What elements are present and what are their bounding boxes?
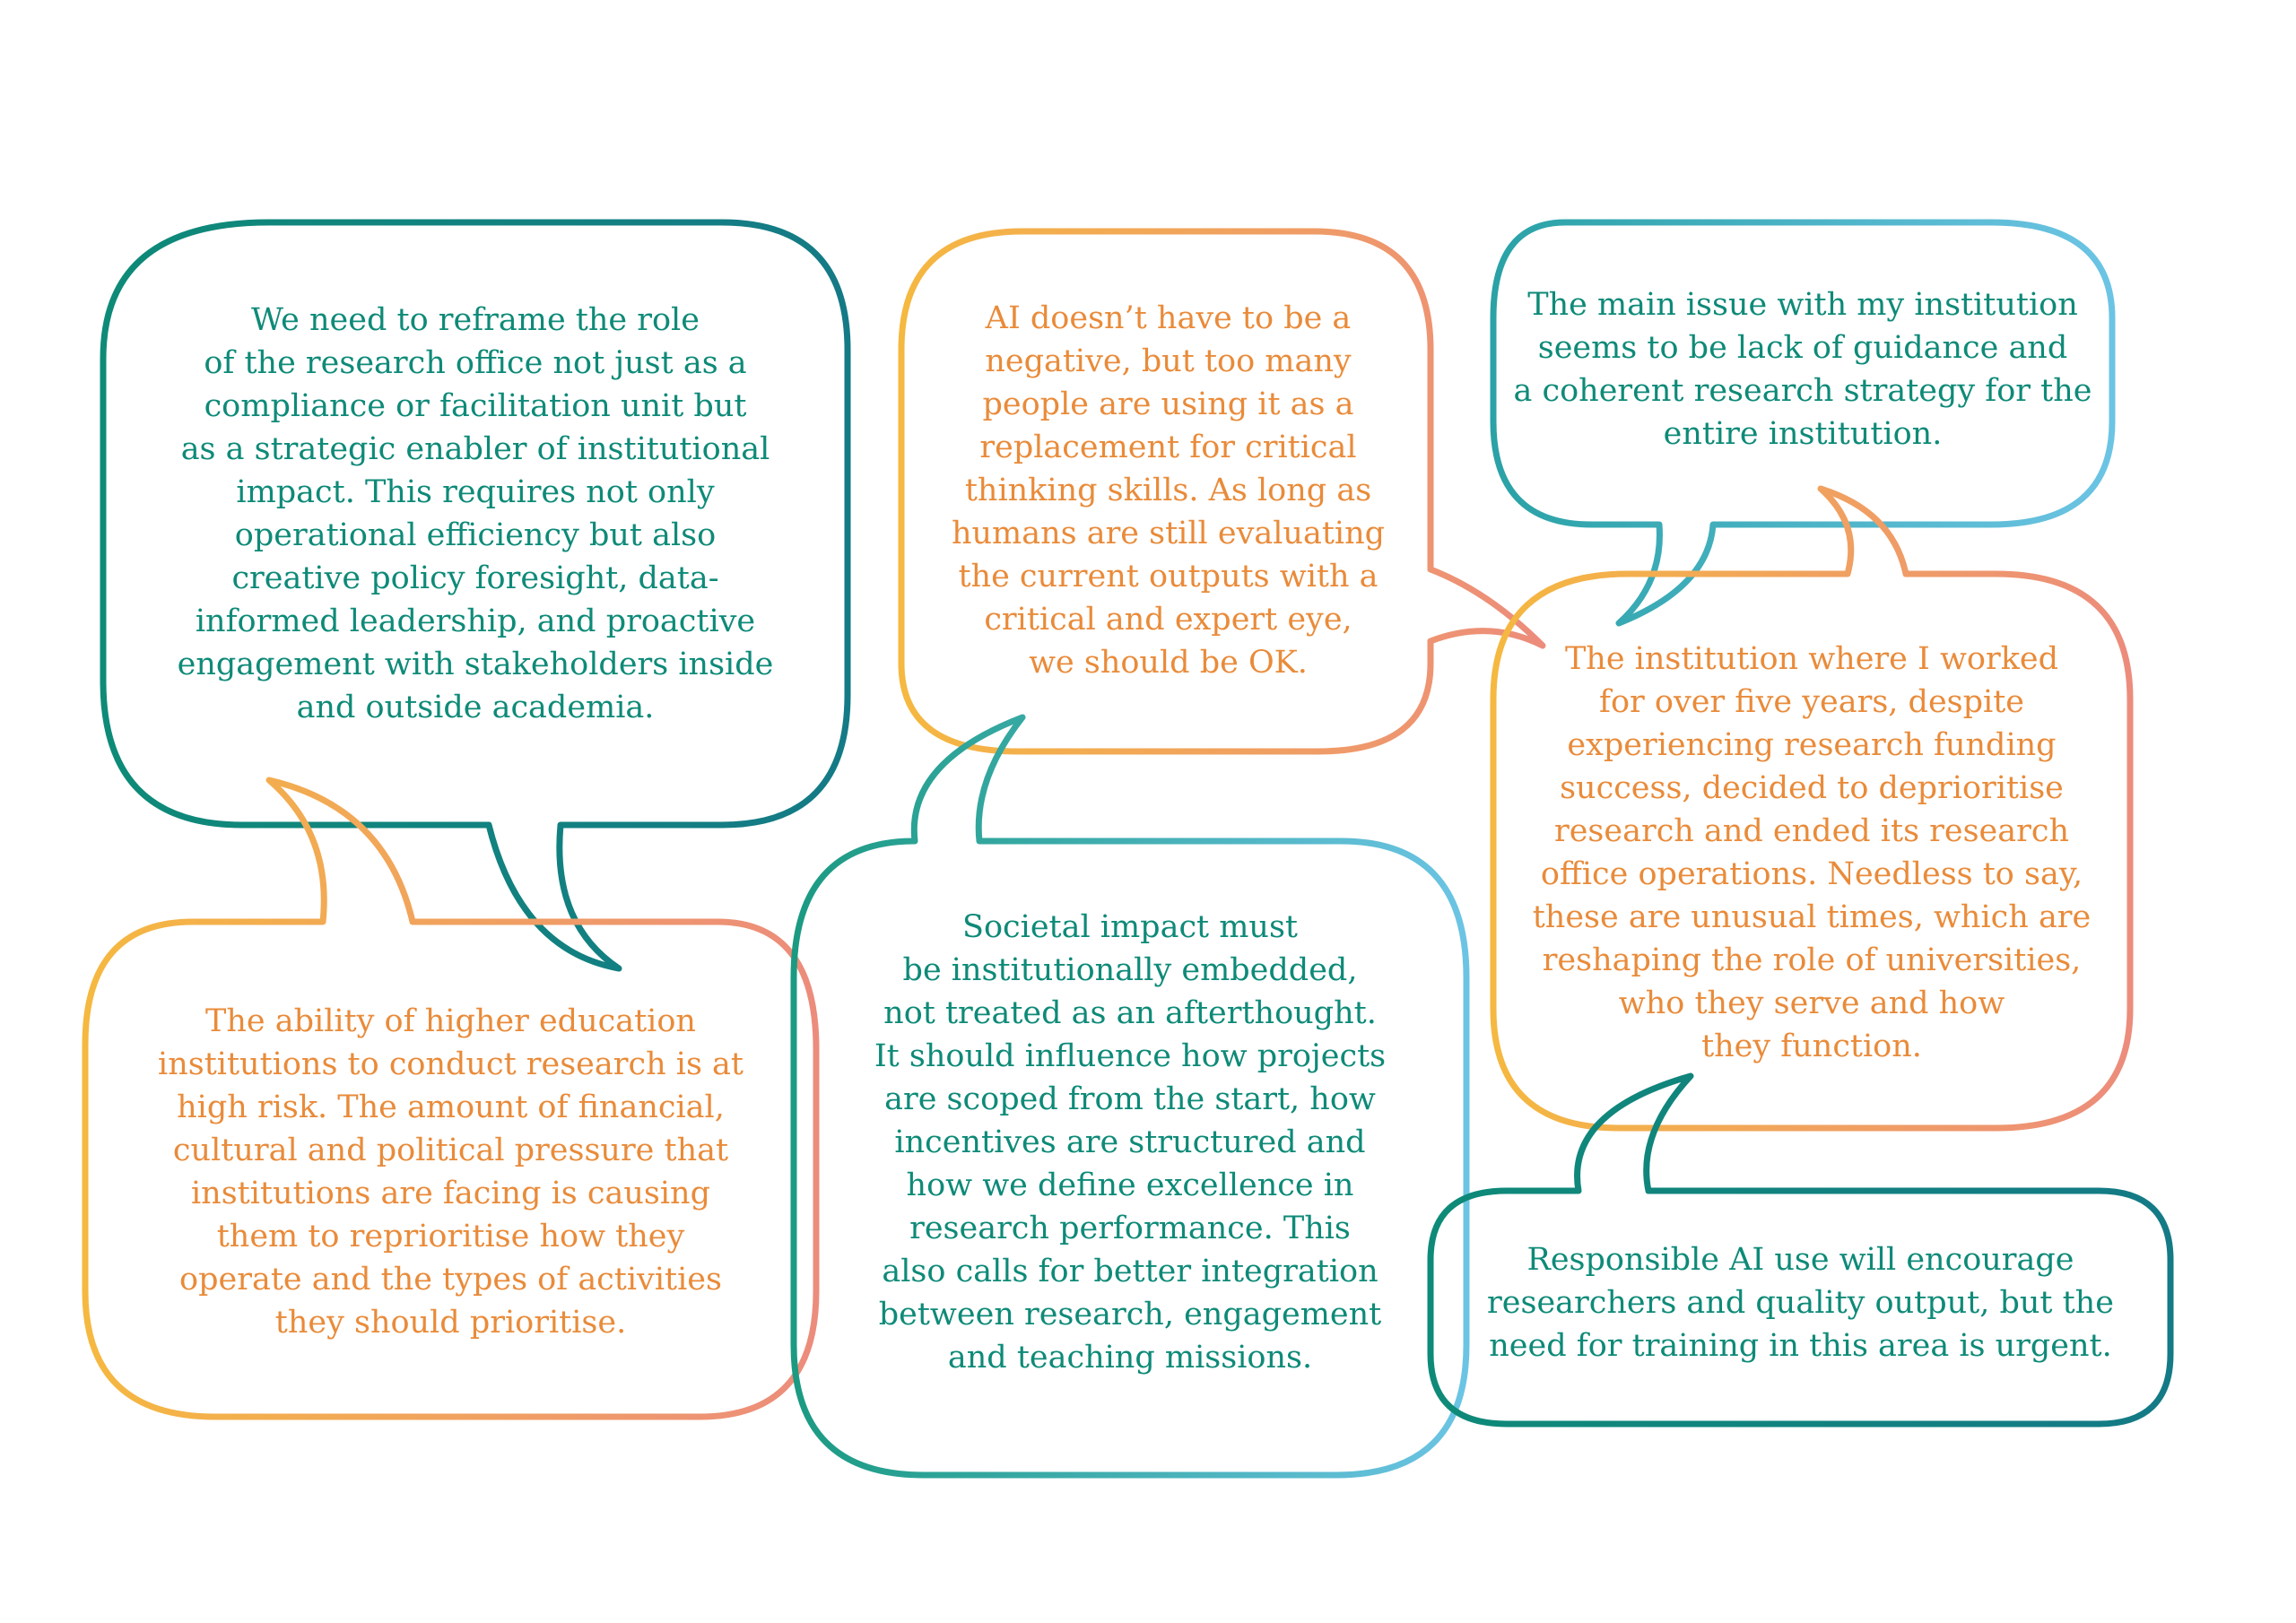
quote-research-office: We need to reframe the role of the research office not just as a compliance or facilitation unit but as a strategic enabler of institutional impact. This requires not only operational efficiency but also creative policy foresight, data- informed leadership, and proactive engagement with stakeholders inside and outside academia. [177,302,774,725]
quote-ai-not-negative: AI doesn’t have to be a negative, but too many people are using it as a replacement for critical thinking skills. As long as humans are still evaluating the current outputs with a critical and expert eye, we should be OK. [951,300,1386,681]
quote-research-at-risk: The ability of higher education institutions to conduct research is at high risk. The amount of financial, cultural and political pressure that institutions are facing is causing them to reprioritise how they operate and the types of activities they should prioritise. [158,1003,744,1341]
quote-responsible-ai: Responsible AI use will encourage researchers and quality output, but the need for training in this area is urgent. [1487,1242,2114,1364]
quote-societal-impact: Societal impact must be institutionally embedded, not treated as an afterthought. It should influence how projects are scoped from the start, how incentives are structured and how we define excellence in research performance. This also calls for better integration between research, engagement and teaching missions. [874,909,1387,1376]
quote-deprioritised-research: The institution where I worked for over five years, despite experiencing research funding success, decided to deprioritise research and ended its research office operations. Needless to say, these are unusual times, which are reshaping the role of universities, who they serve and how they function. [1532,641,2092,1064]
quote-lack-of-guidance: The main issue with my institution seems to be lack of guidance and a coherent research strategy for the entire institution. [1513,287,2092,452]
